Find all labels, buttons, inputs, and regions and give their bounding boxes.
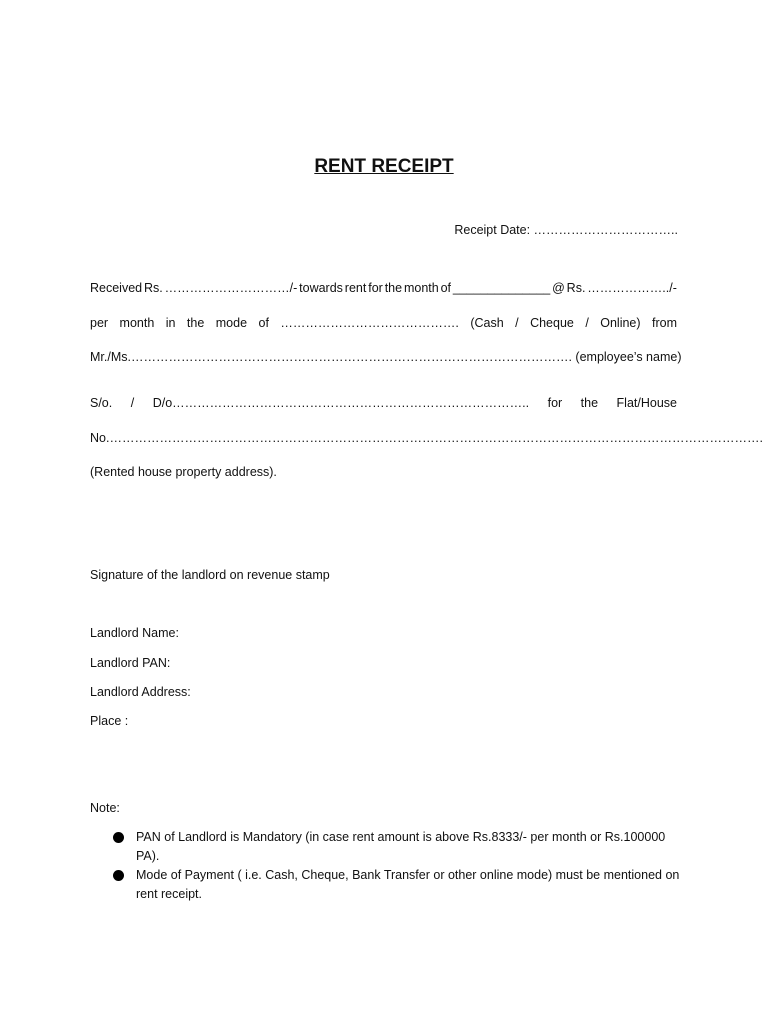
word: (Cash: [470, 316, 504, 330]
word: Flat/House: [616, 396, 677, 410]
word: rent: [344, 281, 367, 295]
word: the: [384, 281, 403, 295]
word: /: [585, 316, 589, 330]
word: /: [515, 316, 519, 330]
word: per: [90, 316, 109, 330]
word: of: [440, 281, 452, 295]
word: @: [552, 281, 565, 295]
month-blank: ______________: [452, 281, 551, 295]
word: Received: [90, 281, 143, 295]
bullet-icon: [113, 832, 124, 843]
word: month: [403, 281, 439, 295]
word: the: [580, 396, 599, 410]
word: from: [652, 316, 677, 330]
address-line: (Rented house property address).: [90, 465, 277, 479]
parent-blank: D/o…………………………………………………………………………..: [152, 396, 530, 410]
word: mode: [215, 316, 248, 330]
word: /: [130, 396, 135, 410]
word: for: [368, 281, 383, 295]
receipt-date: Receipt Date: ……………………………..: [454, 223, 678, 237]
relation-line: [90, 395, 677, 411]
word: in: [165, 316, 176, 330]
note-item: Mode of Payment ( i.e. Cash, Cheque, Bank Transfer or other online mode) must be mentioned on rent receipt.: [136, 868, 680, 901]
employee-name-line: Mr./Ms.……………………………………………………………………………………………. (employee’s name): [90, 350, 682, 364]
word: S/o.: [90, 396, 113, 410]
note-label: Note:: [90, 801, 120, 815]
house-number-line: No.………………………………………………………………………………………………………………………………………….: [90, 431, 763, 445]
word: Online): [600, 316, 641, 330]
bullet-icon: [113, 870, 124, 881]
word: Cheque: [530, 316, 574, 330]
word: for: [547, 396, 563, 410]
payment-mode-line: [90, 315, 677, 331]
word: Rs.: [566, 281, 586, 295]
word: towards: [299, 281, 343, 295]
note-item: PAN of Landlord is Mandatory (in case rent amount is above Rs.8333/- per month or Rs.100000 PA).: [136, 830, 666, 863]
word: month: [119, 316, 155, 330]
word: of: [258, 316, 269, 330]
landlord-pan-label: Landlord PAN:: [90, 656, 171, 670]
landlord-name-label: Landlord Name:: [90, 626, 179, 640]
page-title: RENT RECEIPT: [314, 156, 454, 177]
landlord-address-label: Landlord Address:: [90, 685, 191, 699]
landlord-signature-label: Signature of the landlord on revenue stamp: [90, 568, 330, 582]
place-label: Place :: [90, 714, 129, 728]
amount-blank: …………………………/-: [164, 281, 298, 295]
rate-blank: ………………../-: [587, 281, 677, 295]
word: Rs.: [144, 281, 163, 295]
received-amount-line: [90, 280, 677, 296]
word: the: [186, 316, 205, 330]
mode-blank: …………………………………….: [280, 316, 459, 330]
